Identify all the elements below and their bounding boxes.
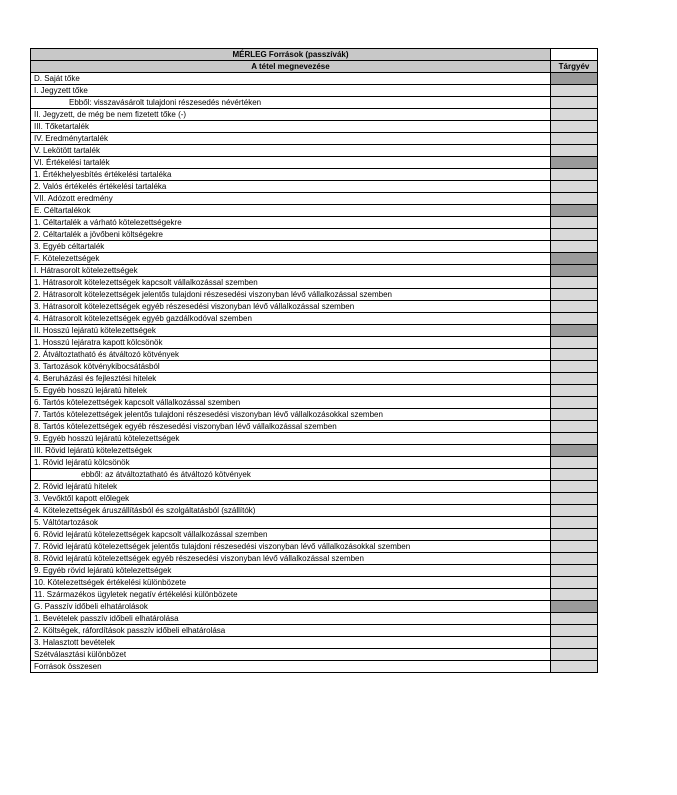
column-header-value: Tárgyév: [551, 61, 598, 73]
table-row: [31, 469, 598, 481]
row-value-cell: [551, 205, 598, 217]
row-label: G. Passzív időbeli elhatárolások: [31, 601, 551, 613]
row-value-cell: [551, 469, 598, 481]
table-row: [31, 577, 598, 589]
table-row: [31, 553, 598, 565]
row-label: 11. Származékos ügyletek negatív értékelési különbözete: [31, 589, 551, 601]
table-row: [31, 277, 598, 289]
table-row: [31, 205, 598, 217]
table-row: [31, 445, 598, 457]
row-value-cell: [551, 73, 598, 85]
row-label: F. Kötelezettségek: [31, 253, 551, 265]
row-value-cell: [551, 217, 598, 229]
table-row: [31, 433, 598, 445]
row-label: 2. Költségek, ráfordítások passzív időbeli elhatárolása: [31, 625, 551, 637]
row-label: 3. Egyéb céltartalék: [31, 241, 551, 253]
table-row: [31, 613, 598, 625]
row-label: III. Rövid lejáratú kötelezettségek: [31, 445, 551, 457]
row-value-cell: [551, 661, 598, 673]
row-value-cell: [551, 301, 598, 313]
table-row: [31, 373, 598, 385]
table-row: [31, 325, 598, 337]
table-row: [31, 109, 598, 121]
row-label: 4. Hátrasorolt kötelezettségek egyéb gazdálkodóval szemben: [31, 313, 551, 325]
table-row: [31, 193, 598, 205]
row-label: 2. Valós értékelés értékelési tartaléka: [31, 181, 551, 193]
row-label: 3. Hátrasorolt kötelezettségek egyéb részesedési viszonyban lévő vállalkozással szemben: [31, 301, 551, 313]
row-value-cell: [551, 241, 598, 253]
row-label: ebből: az átváltoztatható és átváltozó kötvények: [31, 469, 551, 481]
table-row: [31, 349, 598, 361]
row-value-cell: [551, 385, 598, 397]
title-row: [31, 49, 598, 61]
row-label: Ebből: visszavásárolt tulajdoni részesedés névértéken: [31, 97, 551, 109]
table-row: [31, 121, 598, 133]
row-value-cell: [551, 529, 598, 541]
table-row: [31, 217, 598, 229]
table-row: [31, 529, 598, 541]
row-value-cell: [551, 229, 598, 241]
row-label: 9. Egyéb rövid lejáratú kötelezettségek: [31, 565, 551, 577]
table-row: [31, 661, 598, 673]
row-value-cell: [551, 601, 598, 613]
row-value-cell: [551, 289, 598, 301]
balance-sheet-table: [30, 48, 598, 673]
column-header-name: A tétel megnevezése: [31, 61, 551, 73]
row-value-cell: [551, 337, 598, 349]
row-value-cell: [551, 613, 598, 625]
row-value-cell: [551, 649, 598, 661]
row-label: 6. Tartós kötelezettségek kapcsolt vállalkozással szemben: [31, 397, 551, 409]
table-row: [31, 169, 598, 181]
table-row: [31, 457, 598, 469]
row-label: 10. Kötelezettségek értékelési különbözete: [31, 577, 551, 589]
row-label: V. Lekötött tartalék: [31, 145, 551, 157]
row-value-cell: [551, 169, 598, 181]
row-label: 1. Bevételek passzív időbeli elhatárolása: [31, 613, 551, 625]
row-label: 2. Rövid lejáratú hitelek: [31, 481, 551, 493]
row-value-cell: [551, 493, 598, 505]
row-label: IV. Eredménytartalék: [31, 133, 551, 145]
row-label: 5. Váltótartozások: [31, 517, 551, 529]
table-row: [31, 649, 598, 661]
table-row: [31, 253, 598, 265]
row-value-cell: [551, 265, 598, 277]
row-value-cell: [551, 361, 598, 373]
row-label: 5. Egyéb hosszú lejáratú hitelek: [31, 385, 551, 397]
table-row: [31, 157, 598, 169]
row-value-cell: [551, 145, 598, 157]
row-value-cell: [551, 277, 598, 289]
row-value-cell: [551, 157, 598, 169]
row-value-cell: [551, 541, 598, 553]
row-label: 3. Vevőktől kapott előlegek: [31, 493, 551, 505]
table-row: [31, 289, 598, 301]
row-label: 4. Beruházási és fejlesztési hitelek: [31, 373, 551, 385]
title-value-cell: [551, 49, 598, 61]
row-value-cell: [551, 325, 598, 337]
table-title: MÉRLEG Források (passzívák): [31, 49, 551, 61]
row-value-cell: [551, 373, 598, 385]
row-value-cell: [551, 589, 598, 601]
row-label: 8. Tartós kötelezettségek egyéb részesedési viszonyban lévő vállalkozással szemben: [31, 421, 551, 433]
table-row: [31, 637, 598, 649]
table-row: [31, 361, 598, 373]
table-row: [31, 409, 598, 421]
table-row: [31, 229, 598, 241]
row-value-cell: [551, 85, 598, 97]
row-value-cell: [551, 133, 598, 145]
table-row: [31, 85, 598, 97]
table-row: [31, 337, 598, 349]
row-value-cell: [551, 565, 598, 577]
table-row: [31, 589, 598, 601]
row-label: VI. Értékelési tartalék: [31, 157, 551, 169]
table-row: [31, 421, 598, 433]
row-label: 1. Rövid lejáratú kölcsönök: [31, 457, 551, 469]
row-value-cell: [551, 433, 598, 445]
row-label: 1. Hátrasorolt kötelezettségek kapcsolt vállalkozással szemben: [31, 277, 551, 289]
row-label: 1. Hosszú lejáratra kapott kölcsönök: [31, 337, 551, 349]
row-label: 1. Céltartalék a várható kötelezettségekre: [31, 217, 551, 229]
row-label: 6. Rövid lejáratú kötelezettségek kapcsolt vállalkozással szemben: [31, 529, 551, 541]
row-value-cell: [551, 397, 598, 409]
row-label: Források összesen: [31, 661, 551, 673]
row-label: II. Jegyzett, de még be nem fizetett tőke (-): [31, 109, 551, 121]
table-row: [31, 601, 598, 613]
row-value-cell: [551, 313, 598, 325]
table-row: [31, 625, 598, 637]
table-row: [31, 493, 598, 505]
table-row: [31, 97, 598, 109]
row-label: E. Céltartalékok: [31, 205, 551, 217]
balance-sheet-body: [31, 49, 598, 673]
row-label: 8. Rövid lejáratú kötelezettségek egyéb részesedési viszonyban lévő vállalkozással szemben: [31, 553, 551, 565]
row-label: 7. Tartós kötelezettségek jelentős tulajdoni részesedési viszonyban lévő vállalkozásokkal szemben: [31, 409, 551, 421]
row-label: III. Tőketartalék: [31, 121, 551, 133]
row-label: 7. Rövid lejáratú kötelezettségek jelentős tulajdoni részesedési viszonyban lévő vállalkozásokkal szemben: [31, 541, 551, 553]
table-row: [31, 505, 598, 517]
row-label: VII. Adózott eredmény: [31, 193, 551, 205]
table-row: [31, 565, 598, 577]
row-value-cell: [551, 421, 598, 433]
row-value-cell: [551, 625, 598, 637]
row-value-cell: [551, 505, 598, 517]
table-row: [31, 301, 598, 313]
row-label: 9. Egyéb hosszú lejáratú kötelezettségek: [31, 433, 551, 445]
table-row: [31, 265, 598, 277]
column-header-row: [31, 61, 598, 73]
table-row: [31, 181, 598, 193]
row-value-cell: [551, 637, 598, 649]
row-label: 2. Céltartalék a jövőbeni költségekre: [31, 229, 551, 241]
table-row: [31, 517, 598, 529]
row-value-cell: [551, 97, 598, 109]
row-value-cell: [551, 121, 598, 133]
row-label: I. Jegyzett tőke: [31, 85, 551, 97]
row-value-cell: [551, 349, 598, 361]
row-label: 2. Átváltoztatható és átváltozó kötvények: [31, 349, 551, 361]
table-row: [31, 385, 598, 397]
row-value-cell: [551, 181, 598, 193]
row-label: D. Saját tőke: [31, 73, 551, 85]
row-value-cell: [551, 193, 598, 205]
row-label: I. Hátrasorolt kötelezettségek: [31, 265, 551, 277]
row-value-cell: [551, 409, 598, 421]
row-value-cell: [551, 253, 598, 265]
row-label: 3. Halasztott bevételek: [31, 637, 551, 649]
row-value-cell: [551, 481, 598, 493]
row-value-cell: [551, 517, 598, 529]
row-value-cell: [551, 109, 598, 121]
row-value-cell: [551, 457, 598, 469]
table-row: [31, 313, 598, 325]
table-row: [31, 73, 598, 85]
row-label: 3. Tartozások kötvénykibocsátásból: [31, 361, 551, 373]
table-row: [31, 397, 598, 409]
row-label: II. Hosszú lejáratú kötelezettségek: [31, 325, 551, 337]
row-value-cell: [551, 445, 598, 457]
table-row: [31, 541, 598, 553]
row-label: 1. Értékhelyesbítés értékelési tartaléka: [31, 169, 551, 181]
row-value-cell: [551, 553, 598, 565]
row-label: 2. Hátrasorolt kötelezettségek jelentős tulajdoni részesedési viszonyban lévő vállalkozással szemben: [31, 289, 551, 301]
row-label: 4. Kötelezettségek áruszállításból és szolgáltatásból (szállítók): [31, 505, 551, 517]
row-value-cell: [551, 577, 598, 589]
table-row: [31, 145, 598, 157]
table-row: [31, 241, 598, 253]
row-label: Szétválasztási különbözet: [31, 649, 551, 661]
table-row: [31, 133, 598, 145]
table-row: [31, 481, 598, 493]
